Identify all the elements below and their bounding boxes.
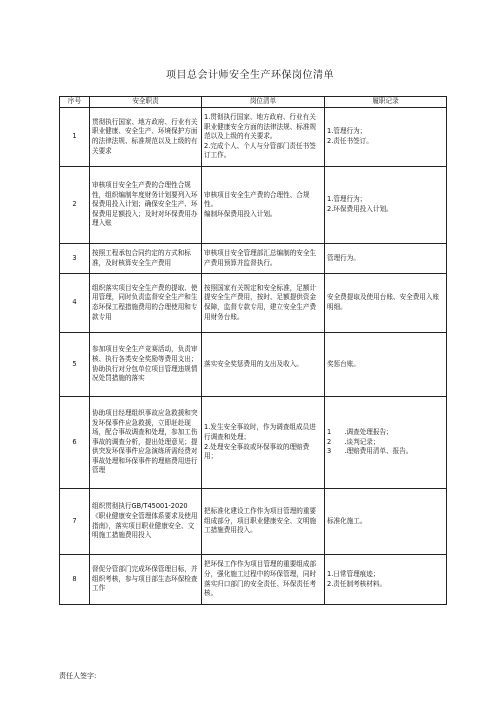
signature-label: 责任人签字: [59, 672, 97, 680]
post-list-line: 2.完成个人、个人与分管部门责任书签订工作。 [204, 141, 316, 160]
post-list [202, 397, 325, 489]
row-number: 3 [60, 244, 90, 274]
post-list-line: 审核项目安全生产费的合理性、合规性。 [204, 190, 310, 209]
post-list [202, 489, 325, 555]
post-list-line: 1.贯彻执行国家、地方政府、行业有关职业健康安全方面的法律法规、标准规范以及上级的有关要求。 [204, 113, 317, 141]
header-num: 序号 [60, 97, 90, 108]
safety-duty: 组织贯彻执行GB/T45001-2020《职业健康安全管理体系要求及使用指南》，落实项目职业健康安全、文明施工措施费用投入 [90, 489, 202, 555]
record-line: 1.日常管理痕迹； [327, 569, 380, 578]
row-number: 4 [60, 274, 90, 333]
post-list [202, 274, 325, 333]
header-list: 岗位清单 [202, 97, 325, 108]
record-line: 2.责任制考核材料。 [327, 579, 387, 588]
record-line: 3 .理赔费用清单、报告。 [327, 447, 413, 456]
record-line: 1.管理行为； [327, 127, 367, 136]
record-line: 安全费提取及使用台账、安全费用入账明细。 [327, 293, 440, 311]
safety-duty: 督促分管部门完成环保管理目标，并组织考核，参与项目部生态环保检查工作 [90, 555, 202, 605]
post-list-line: 编制环保费用投入计划。 [204, 209, 277, 218]
row-number: 6 [60, 397, 90, 489]
header-duty: 安全职责 [90, 97, 202, 108]
table-row [60, 333, 447, 397]
table-row [60, 397, 447, 489]
row-number: 1 [60, 108, 90, 167]
duty-record [325, 108, 447, 167]
table-row [60, 489, 447, 555]
header-record: 履职记录 [325, 97, 447, 108]
post-list-line: 把环保工作作为项目管理的重要组成部分，强化施工过程中的环保管理，同时落实归口部门的安全责任、环保责任考核。 [204, 560, 317, 598]
duty-record [325, 489, 447, 555]
duty-record [325, 274, 447, 333]
table-header-row [60, 97, 447, 108]
duty-table [59, 96, 447, 605]
record-line: 2.环保费用投入计划。 [327, 205, 393, 213]
post-list-line: 1.发生安全事故时，作为调查组成员进行调查和处理； [204, 423, 316, 441]
safety-duty: 协助项目经理组织事故应急救援和突发环保事件应急救援，立即赶赴现场，配合事故调查和处理，参加工伤事故的调查分析，提出处理意见；提供突发环保事件应急演练所需经费对事故处理和环保事件的理赔费用进行管理 [90, 397, 202, 489]
record-line: 标准化施工。 [327, 516, 367, 525]
post-list [202, 167, 325, 244]
record-line: 2.责任书签订。 [327, 137, 373, 145]
post-list-line: 按照国家有关规定和安全标准，足额计提安全生产费用，按时、足额提供资金保障，监督专款专用，建立安全生产费用财务台账。 [204, 283, 317, 321]
table-row [60, 108, 447, 167]
record-line: 管理行为。 [327, 253, 360, 262]
document-title: 项目总会计师安全生产环保岗位清单 [166, 70, 334, 81]
post-list-line: 审核项目安全管理部汇总编制的安全生产费用预算并监督执行。 [204, 248, 317, 267]
post-list [202, 333, 325, 397]
row-number: 5 [60, 333, 90, 397]
safety-duty: 参加项目安全生产竞赛活动，负责审核、执行各类安全奖励等费用支出；协助执行对分包单位项目管理违规情况处罚措施的落实 [90, 333, 202, 397]
record-line: 奖惩台账。 [327, 359, 360, 368]
duty-record [325, 333, 447, 397]
table-row [60, 274, 447, 333]
table-row [60, 167, 447, 244]
record-line: 1 .调查处理报告； [327, 428, 393, 437]
post-list-line: 2.处理安全事故或环保事故的理赔费用； [204, 442, 310, 461]
row-number: 7 [60, 489, 90, 555]
duty-record [325, 397, 447, 489]
post-list-line: 落实安全奖惩费用的支出及收入。 [204, 359, 303, 368]
row-number: 2 [60, 167, 90, 244]
table-row [60, 244, 447, 274]
row-number: 8 [60, 555, 90, 605]
safety-duty: 按照工程承包合同约定的方式和标准，及时核算安全生产费用 [90, 244, 202, 274]
safety-duty: 组织落实项目安全生产费的提取、使用管理，同时负责监督安全生产和生态环保工程措施费用的合理使用和专款专用 [90, 274, 202, 333]
post-list-line: 把标准化建设工作作为项目管理的重要组成部分，项目职业健康安全、文明施工措施费用投入。 [204, 507, 317, 535]
safety-duty: 审核项目安全生产费的合理性合规性，组织编制年度财务计划要列入环保费用投入计划；确保安全生产、环保费用足额投入；及时对环保费用办理入账 [90, 167, 202, 244]
duty-record [325, 555, 447, 605]
post-list [202, 555, 325, 605]
post-list [202, 244, 325, 274]
table-row [60, 555, 447, 605]
safety-duty: 贯彻执行国家、地方政府、行业有关职业健康、安全生产、环境保护方面的法律法规、标准规范以及上级的有关要求 [90, 108, 202, 167]
duty-record [325, 244, 447, 274]
record-line: 1.管理行为； [327, 195, 367, 204]
duty-record [325, 167, 447, 244]
record-line: 2 .谈判记录； [327, 437, 380, 446]
post-list [202, 108, 325, 167]
